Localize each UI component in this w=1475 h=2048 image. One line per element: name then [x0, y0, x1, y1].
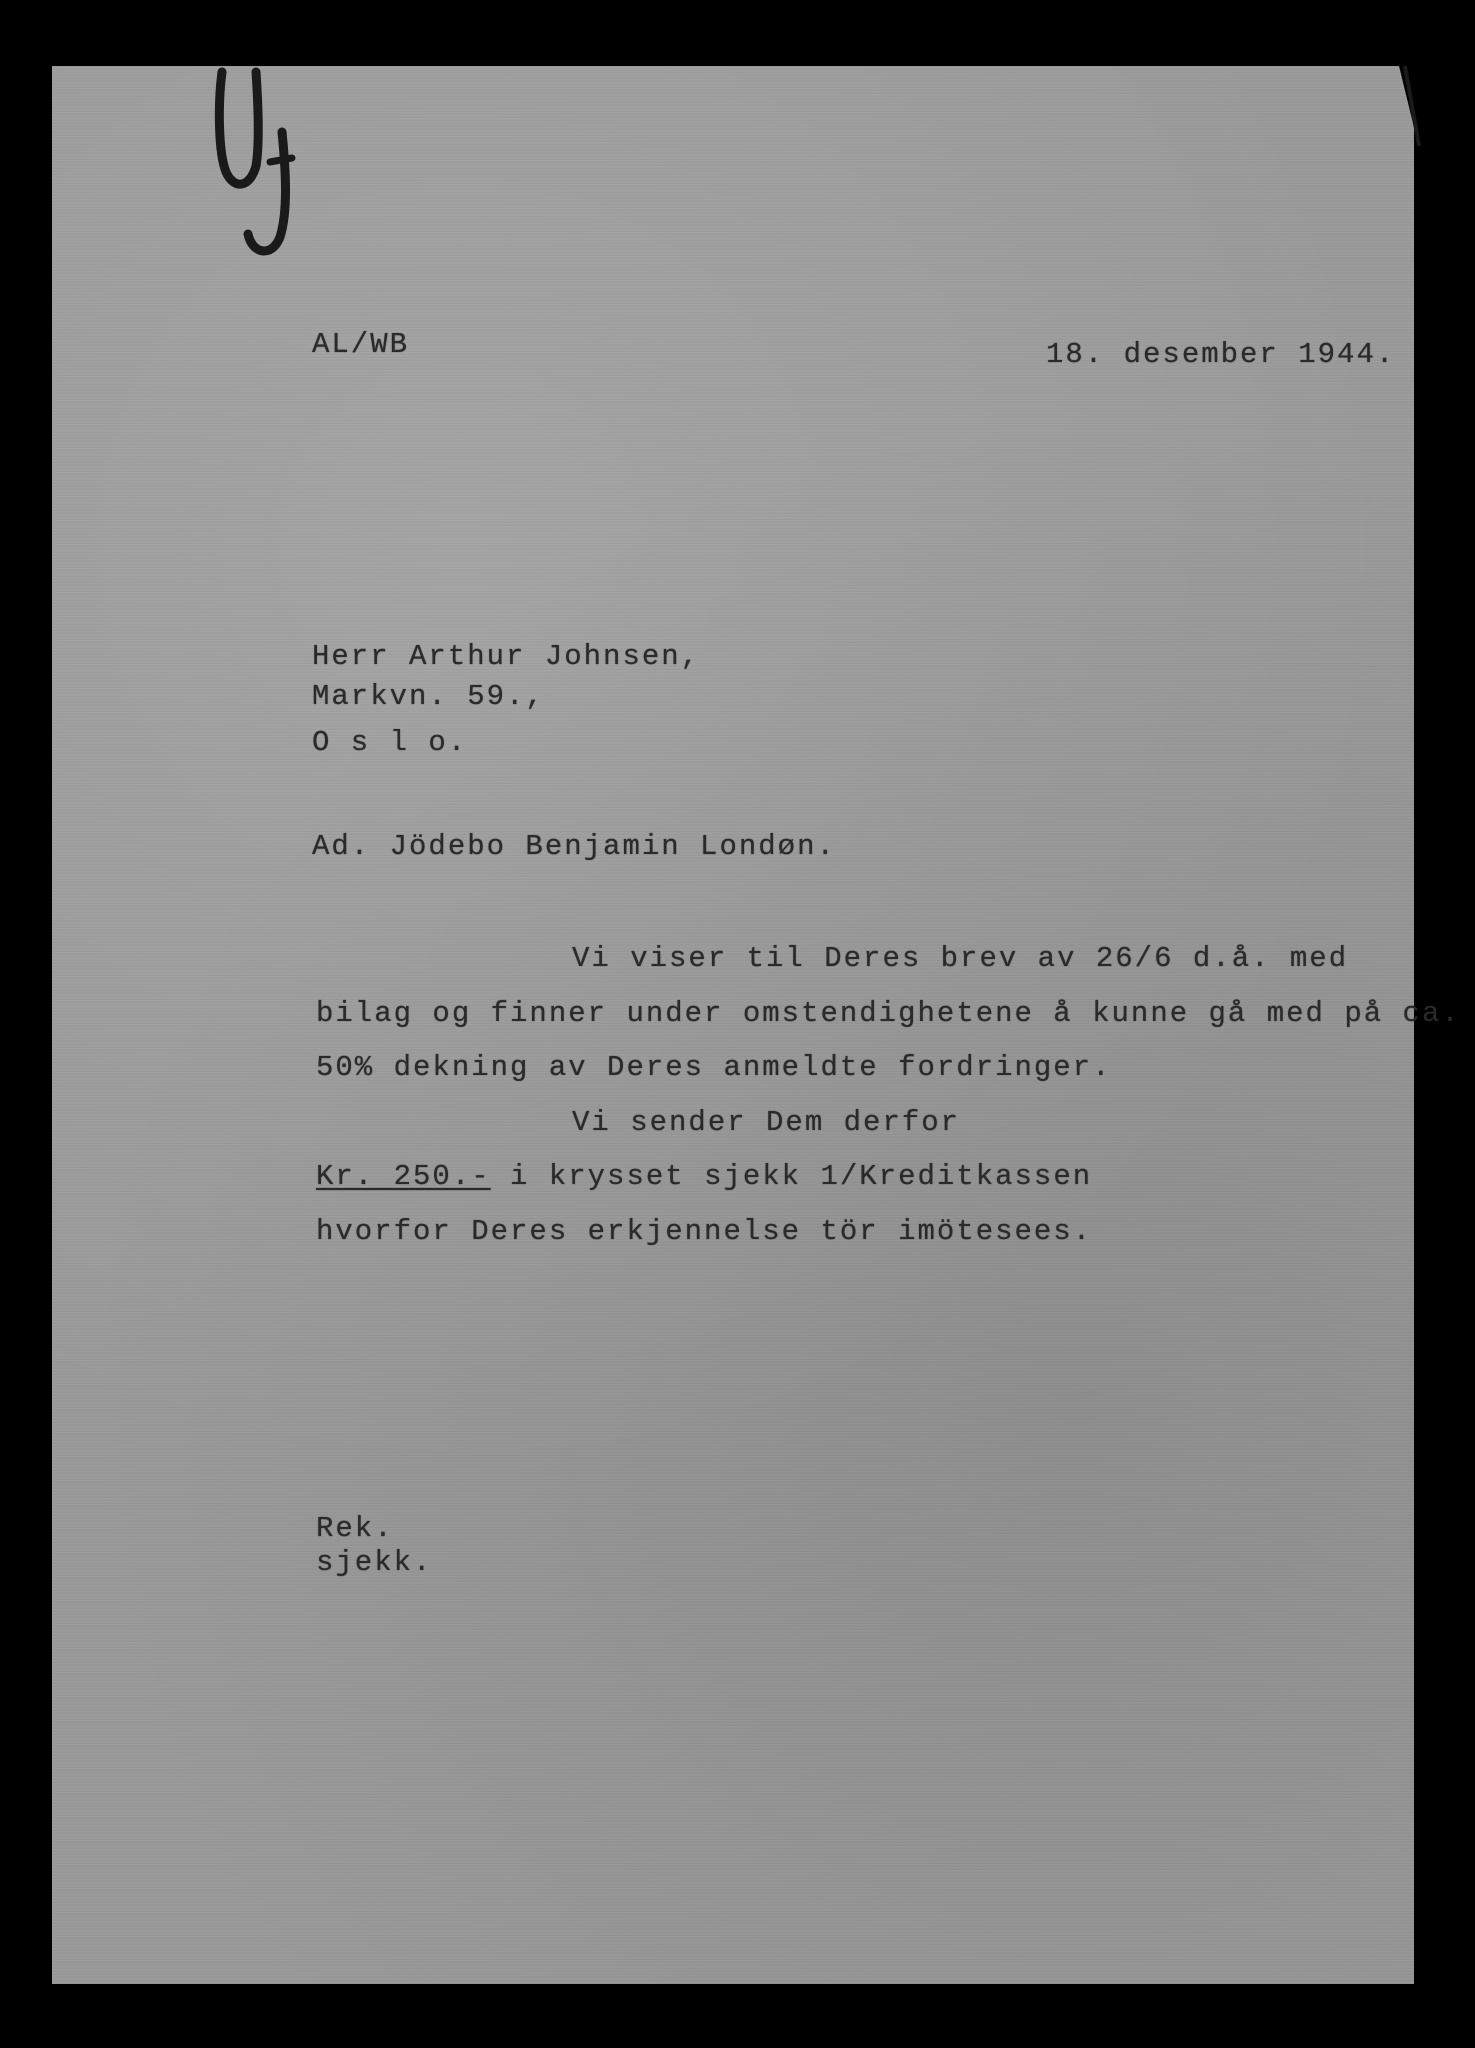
- body-line-3: 50% dekning av Deres anmeldte fordringer.: [316, 1051, 1112, 1084]
- recipient-city: O s l o.: [312, 726, 468, 759]
- recipient-street: Markvn. 59.,: [312, 680, 545, 713]
- body-line-5-rest: i krysset sjekk 1/Kreditkassen: [490, 1160, 1093, 1193]
- reference-initials: AL/WB: [312, 328, 410, 361]
- footer-line-1: Rek.: [316, 1512, 394, 1545]
- letter-subject: Ad. Jödebo Benjamin Londøn.: [312, 830, 836, 863]
- body-line-2: bilag og finner under omstendighetene å kunne gå med på ca.: [316, 997, 1461, 1030]
- handwritten-mark-icon: [200, 62, 310, 262]
- body-line-6: hvorfor Deres erkjennelse tör imötesees.: [316, 1215, 1093, 1248]
- recipient-name: Herr Arthur Johnsen,: [312, 640, 701, 673]
- body-line-1: Vi viser til Deres brev av 26/6 d.å. med: [572, 942, 1349, 975]
- footer-line-2: sjekk.: [316, 1546, 433, 1579]
- body-line-4: Vi sender Dem derfor: [572, 1106, 961, 1139]
- letter-date: 18. desember 1944.: [1046, 338, 1396, 371]
- payment-amount: Kr. 250.-: [316, 1160, 491, 1193]
- body-line-5: [316, 1160, 1092, 1193]
